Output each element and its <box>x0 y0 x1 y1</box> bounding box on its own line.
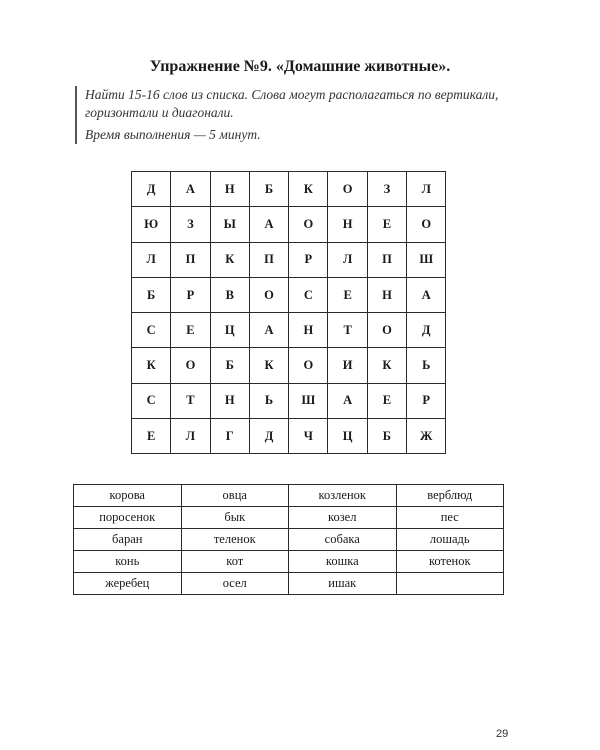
grid-cell[interactable]: И <box>328 348 367 383</box>
grid-cell[interactable]: П <box>171 242 210 277</box>
grid-cell[interactable]: А <box>328 383 367 418</box>
word-list-cell: козел <box>289 507 397 529</box>
grid-row <box>132 207 446 242</box>
grid-cell[interactable]: Ц <box>210 313 249 348</box>
grid-cell[interactable]: Т <box>171 383 210 418</box>
word-list-row <box>74 485 504 507</box>
word-list-row <box>74 551 504 573</box>
grid-cell[interactable]: О <box>328 172 367 207</box>
grid-cell[interactable]: А <box>249 313 288 348</box>
grid-cell[interactable]: Д <box>132 172 171 207</box>
grid-cell[interactable]: П <box>249 242 288 277</box>
word-list-cell: овца <box>181 485 289 507</box>
grid-cell[interactable]: Б <box>249 172 288 207</box>
grid-cell[interactable]: Ш <box>289 383 328 418</box>
word-list-cell: пес <box>396 507 504 529</box>
grid-cell[interactable]: Н <box>210 172 249 207</box>
grid-cell[interactable]: О <box>367 313 406 348</box>
grid-cell[interactable]: Е <box>132 419 171 454</box>
grid-cell[interactable]: Ч <box>289 419 328 454</box>
word-list-cell: теленок <box>181 529 289 551</box>
grid-cell[interactable]: Б <box>132 277 171 312</box>
grid-cell[interactable]: А <box>171 172 210 207</box>
grid-cell[interactable]: Т <box>328 313 367 348</box>
grid-cell[interactable]: Ь <box>407 348 446 383</box>
instructions-line: горизонтали и диагонали. <box>85 105 234 120</box>
grid-cell[interactable]: Н <box>210 383 249 418</box>
grid-cell[interactable]: З <box>171 207 210 242</box>
grid-cell[interactable]: Д <box>249 419 288 454</box>
grid-cell[interactable]: П <box>367 242 406 277</box>
word-list-cell: лошадь <box>396 529 504 551</box>
grid-cell[interactable]: Ц <box>328 419 367 454</box>
grid-cell[interactable]: Р <box>171 277 210 312</box>
grid-cell[interactable]: О <box>249 277 288 312</box>
grid-cell[interactable]: С <box>132 383 171 418</box>
grid-cell[interactable]: Н <box>367 277 406 312</box>
grid-cell[interactable]: Б <box>367 419 406 454</box>
grid-cell[interactable]: Г <box>210 419 249 454</box>
word-list-cell: верблюд <box>396 485 504 507</box>
word-list-cell: ишак <box>289 573 397 595</box>
word-list-cell: осел <box>181 573 289 595</box>
grid-cell[interactable]: К <box>249 348 288 383</box>
word-search-grid <box>131 171 446 454</box>
word-list-row <box>74 529 504 551</box>
grid-cell[interactable]: В <box>210 277 249 312</box>
grid-row <box>132 277 446 312</box>
grid-cell[interactable]: Н <box>289 313 328 348</box>
grid-cell[interactable]: Ж <box>407 419 446 454</box>
grid-cell[interactable]: Б <box>210 348 249 383</box>
grid-cell[interactable]: С <box>132 313 171 348</box>
word-list-cell: бык <box>181 507 289 529</box>
grid-cell[interactable]: С <box>289 277 328 312</box>
word-list-cell: поросенок <box>74 507 182 529</box>
grid-cell[interactable]: К <box>367 348 406 383</box>
grid-cell[interactable]: Ь <box>249 383 288 418</box>
grid-cell[interactable]: Ы <box>210 207 249 242</box>
grid-cell[interactable]: О <box>407 207 446 242</box>
word-list-cell: кошка <box>289 551 397 573</box>
grid-row <box>132 313 446 348</box>
word-list-cell: козленок <box>289 485 397 507</box>
grid-cell[interactable]: Л <box>171 419 210 454</box>
grid-cell[interactable]: Л <box>407 172 446 207</box>
grid-cell[interactable]: Е <box>367 383 406 418</box>
grid-row <box>132 242 446 277</box>
instructions-time: Время выполнения — 5 минут. <box>85 127 261 142</box>
grid-cell[interactable]: Р <box>289 242 328 277</box>
grid-cell[interactable]: Л <box>132 242 171 277</box>
word-list-cell: жеребец <box>74 573 182 595</box>
grid-cell[interactable]: Е <box>328 277 367 312</box>
grid-cell[interactable]: А <box>407 277 446 312</box>
grid-cell[interactable]: О <box>289 207 328 242</box>
grid-cell[interactable]: Д <box>407 313 446 348</box>
grid-cell[interactable]: Ю <box>132 207 171 242</box>
grid-cell[interactable]: Е <box>367 207 406 242</box>
word-list-cell: корова <box>74 485 182 507</box>
instructions-line: Найти 15-16 слов из списка. Слова могут располагаться по вертикали, <box>85 87 499 102</box>
grid-row <box>132 383 446 418</box>
instructions-block <box>75 86 535 144</box>
word-list-cell <box>396 573 504 595</box>
page-title: Упражнение №9. «Домашние животные». <box>149 58 451 75</box>
word-list-cell: баран <box>74 529 182 551</box>
grid-row <box>132 172 446 207</box>
word-list-cell: котенок <box>396 551 504 573</box>
grid-cell[interactable]: К <box>210 242 249 277</box>
word-list-cell: кот <box>181 551 289 573</box>
grid-cell[interactable]: З <box>367 172 406 207</box>
word-list-table <box>73 484 504 595</box>
grid-cell[interactable]: К <box>132 348 171 383</box>
grid-cell[interactable]: О <box>289 348 328 383</box>
word-list-row <box>74 507 504 529</box>
grid-cell[interactable]: О <box>171 348 210 383</box>
page-number: 29 <box>496 728 509 740</box>
grid-cell[interactable]: Е <box>171 313 210 348</box>
word-list-cell: собака <box>289 529 397 551</box>
grid-cell[interactable]: Ш <box>407 242 446 277</box>
word-list-row <box>74 573 504 595</box>
grid-cell[interactable]: К <box>289 172 328 207</box>
grid-cell[interactable]: Р <box>407 383 446 418</box>
grid-cell[interactable]: Н <box>328 207 367 242</box>
grid-row <box>132 348 446 383</box>
word-list-cell: конь <box>74 551 182 573</box>
grid-row <box>132 419 446 454</box>
grid-cell[interactable]: А <box>249 207 288 242</box>
grid-cell[interactable]: Л <box>328 242 367 277</box>
